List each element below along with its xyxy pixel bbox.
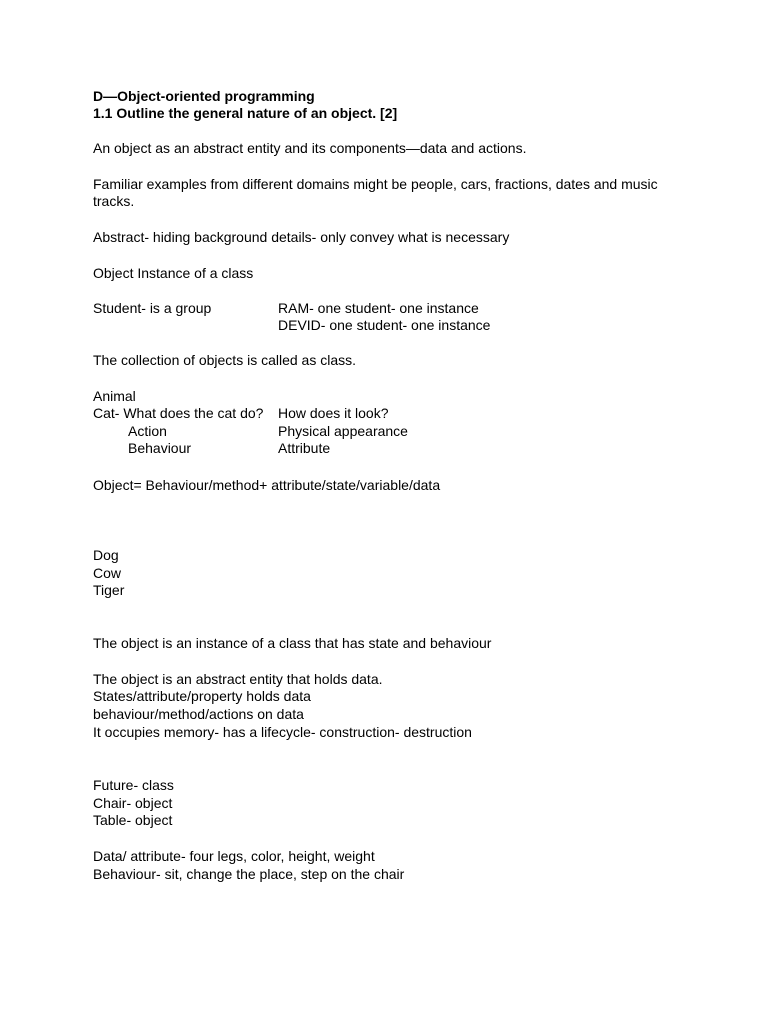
object-data-text: It occupies memory- has a lifecycle- construction- destruction	[93, 724, 472, 740]
furniture-item: Table- object	[93, 812, 173, 828]
class-collection-text: The collection of objects is called as class.	[93, 352, 357, 368]
object-data-text: The object is an abstract entity that holds data.	[93, 671, 383, 687]
student-group-text: Student- is a group	[93, 300, 212, 316]
examples-text-line-1: Familiar examples from different domains might be people, cars, fractions, dates and music	[93, 176, 658, 192]
chair-detail-text: Data/ attribute- four legs, color, height, weight	[93, 848, 375, 864]
behaviour-label: Behaviour	[128, 440, 192, 456]
physical-appearance-label: Physical appearance	[278, 423, 408, 439]
furniture-item: Chair- object	[93, 795, 173, 811]
object-instance-text: Object Instance of a class	[93, 265, 254, 281]
cat-question-text: Cat- What does the cat do?	[93, 405, 264, 421]
object-data-text: States/attribute/property holds data	[93, 688, 311, 704]
look-question-text: How does it look?	[278, 405, 389, 421]
student-instance-ram: RAM- one student- one instance	[278, 300, 479, 316]
object-state-behaviour-text: The object is an instance of a class that has state and behaviour	[93, 635, 492, 651]
animal-list-item: Cow	[93, 565, 122, 581]
attribute-label: Attribute	[278, 440, 331, 456]
examples-text-line-2: tracks.	[93, 193, 135, 209]
question-heading: 1.1 Outline the general nature of an object. [2]	[93, 105, 398, 121]
furniture-item: Future- class	[93, 777, 174, 793]
chair-detail-text: Behaviour- sit, change the place, step on the chair	[93, 866, 405, 882]
animal-list-item: Dog	[93, 547, 119, 563]
object-data-text: behaviour/method/actions on data	[93, 706, 304, 722]
object-formula-text: Object= Behaviour/method+ attribute/state/variable/data	[93, 477, 441, 493]
animal-label: Animal	[93, 388, 136, 404]
object-definition-text: An object as an abstract entity and its components—data and actions.	[93, 140, 527, 156]
abstract-text: Abstract- hiding background details- only convey what is necessary	[93, 229, 510, 245]
student-instance-devid: DEVID- one student- one instance	[278, 317, 491, 333]
section-title: D—Object-oriented programming	[93, 88, 315, 104]
animal-list-item: Tiger	[93, 582, 125, 598]
action-label: Action	[128, 423, 167, 439]
